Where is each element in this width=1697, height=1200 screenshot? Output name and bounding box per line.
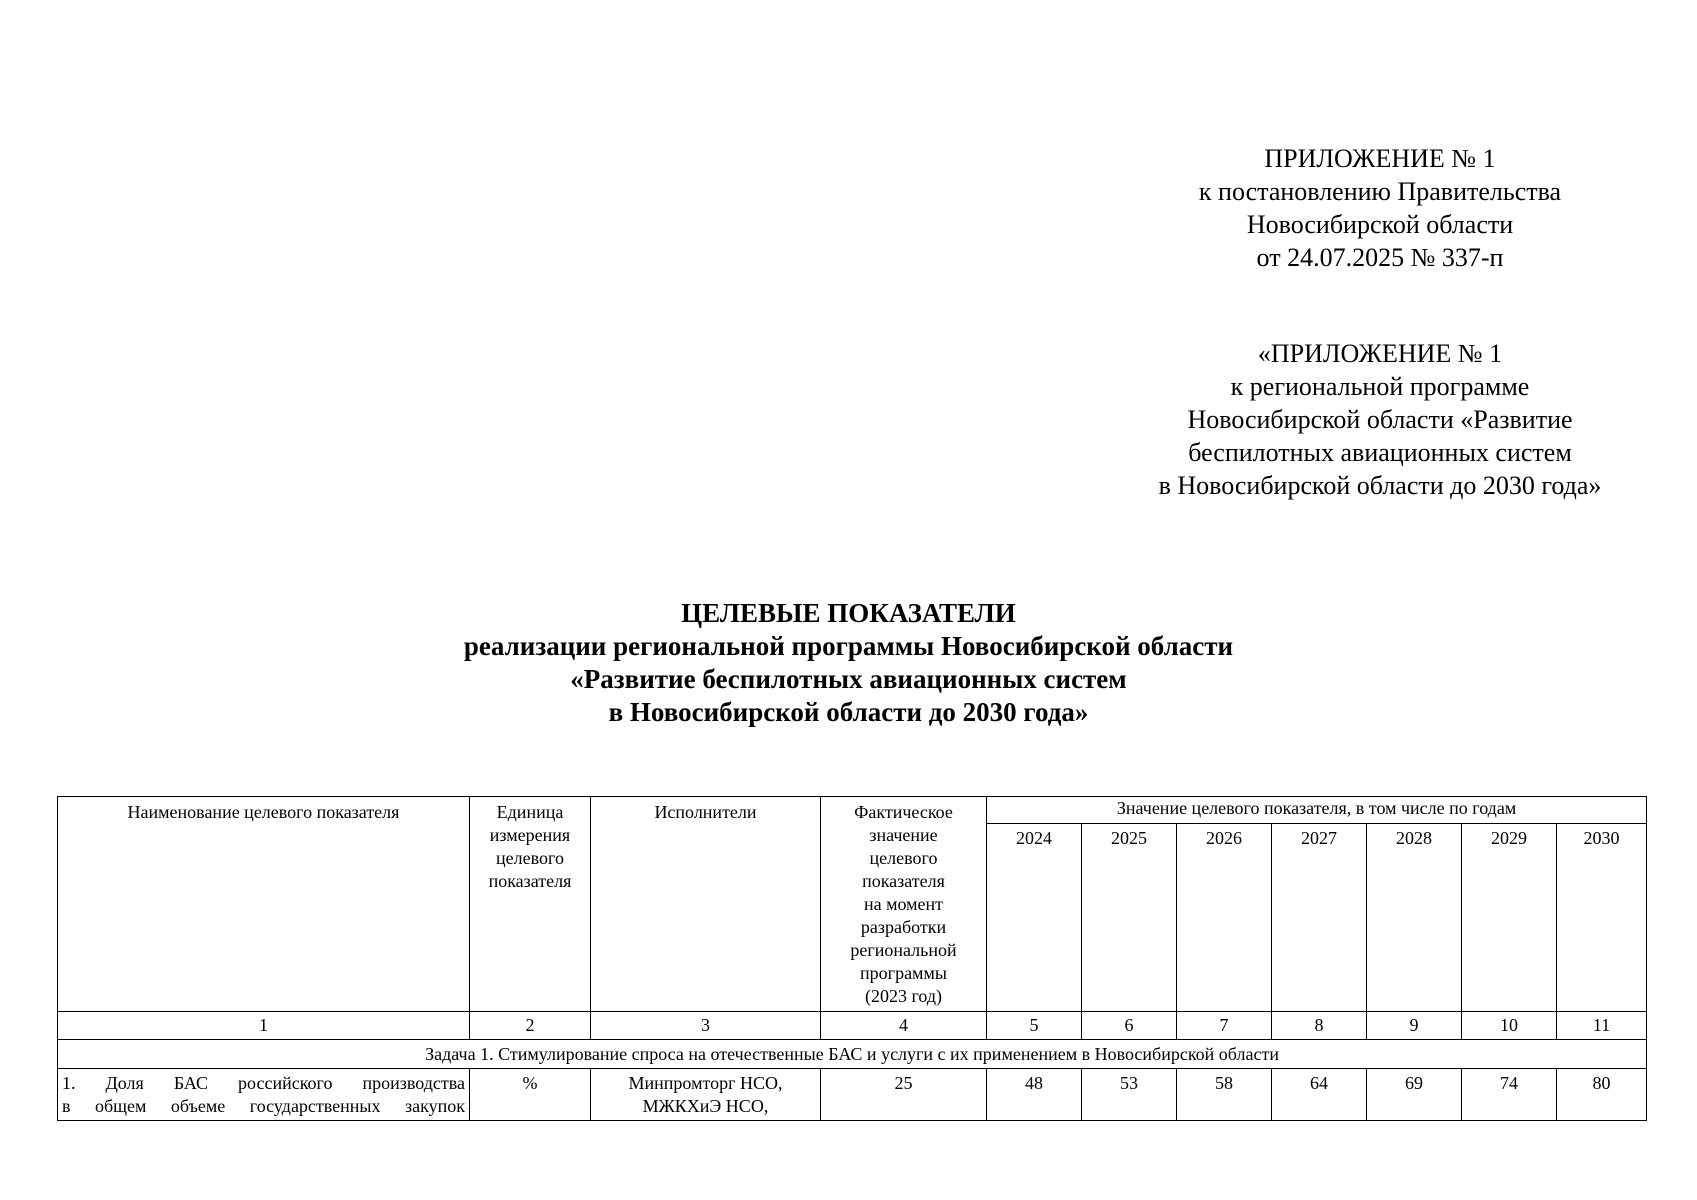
header-year: 2028 [1367,824,1462,1012]
column-number: 6 [1082,1012,1177,1040]
appendix-header-line: Новосибирской области [1246,210,1514,239]
actual-value-cell: 25 [821,1069,987,1121]
appendix-header [1150,142,1610,274]
year-value-cell: 58 [1177,1069,1272,1121]
header-year: 2025 [1082,824,1177,1012]
column-number: 3 [591,1012,821,1040]
program-appendix-line: Новосибирской области «Развитие [1187,405,1573,434]
task-title: Задача 1. Стимулирование спроса на отечественные БАС и услуги с их применением в Новосибирской области [58,1040,1647,1069]
table-row [58,1069,1647,1121]
target-indicators-table [57,796,1647,1121]
title-line: ЦЕЛЕВЫЕ ПОКАЗАТЕЛИ [681,598,1016,628]
indicator-name-cell [58,1069,470,1121]
appendix-header-line: к постановлению Правительства [1198,177,1562,206]
year-value-cell: 80 [1557,1069,1647,1121]
document-title [0,597,1697,729]
program-appendix-line: в Новосибирской области до 2030 года» [1158,471,1602,500]
appendix-header-line: ПРИЛОЖЕНИЕ № 1 [1264,144,1496,173]
program-appendix-header [1120,337,1640,502]
header-year: 2026 [1177,824,1272,1012]
column-number: 11 [1557,1012,1647,1040]
year-value-cell: 69 [1367,1069,1462,1121]
program-appendix-line: беспилотных авиационных систем [1188,438,1572,467]
appendix-header-line: от 24.07.2025 № 337-п [1256,243,1504,272]
indicator-name-line: 1. Доля БАС российского производства [62,1073,465,1093]
year-value-cell: 74 [1462,1069,1557,1121]
indicator-name-line: в общем объеме государственных закупок [62,1096,465,1116]
year-value-cell: 48 [987,1069,1082,1121]
executors-cell [591,1069,821,1121]
header-year: 2027 [1272,824,1367,1012]
column-numbers-row [58,1012,1647,1040]
header-executors: Исполнители [591,797,821,1012]
table-header-row [58,797,1647,824]
unit-cell: % [470,1069,591,1121]
column-number: 7 [1177,1012,1272,1040]
year-value-cell: 64 [1272,1069,1367,1121]
task-row [58,1040,1647,1069]
title-line: «Развитие беспилотных авиационных систем [570,664,1127,694]
executor-line: МЖКХиЭ НСО, [642,1096,769,1116]
header-years-group: Значение целевого показателя, в том числе по годам [987,797,1647,824]
executor-line: Минпромторг НСО, [628,1073,783,1093]
header-unit: Единица измерения целевого показателя [470,797,591,1012]
column-number: 4 [821,1012,987,1040]
title-line: в Новосибирской области до 2030 года» [608,697,1089,727]
column-number: 8 [1272,1012,1367,1040]
column-number: 5 [987,1012,1082,1040]
header-year: 2029 [1462,824,1557,1012]
title-line: реализации региональной программы Новосибирской области [463,631,1234,661]
program-appendix-line: «ПРИЛОЖЕНИЕ № 1 [1257,339,1503,368]
column-number: 9 [1367,1012,1462,1040]
column-number: 1 [58,1012,470,1040]
program-appendix-line: к региональной программе [1230,372,1530,401]
header-year: 2024 [987,824,1082,1012]
header-indicator-name: Наименование целевого показателя [58,797,470,1012]
year-value-cell: 53 [1082,1069,1177,1121]
header-actual-value: Фактическое значение целевого показателя на момент разработки региональной программы (2023 год) [821,797,987,1012]
header-year: 2030 [1557,824,1647,1012]
column-number: 10 [1462,1012,1557,1040]
column-number: 2 [470,1012,591,1040]
